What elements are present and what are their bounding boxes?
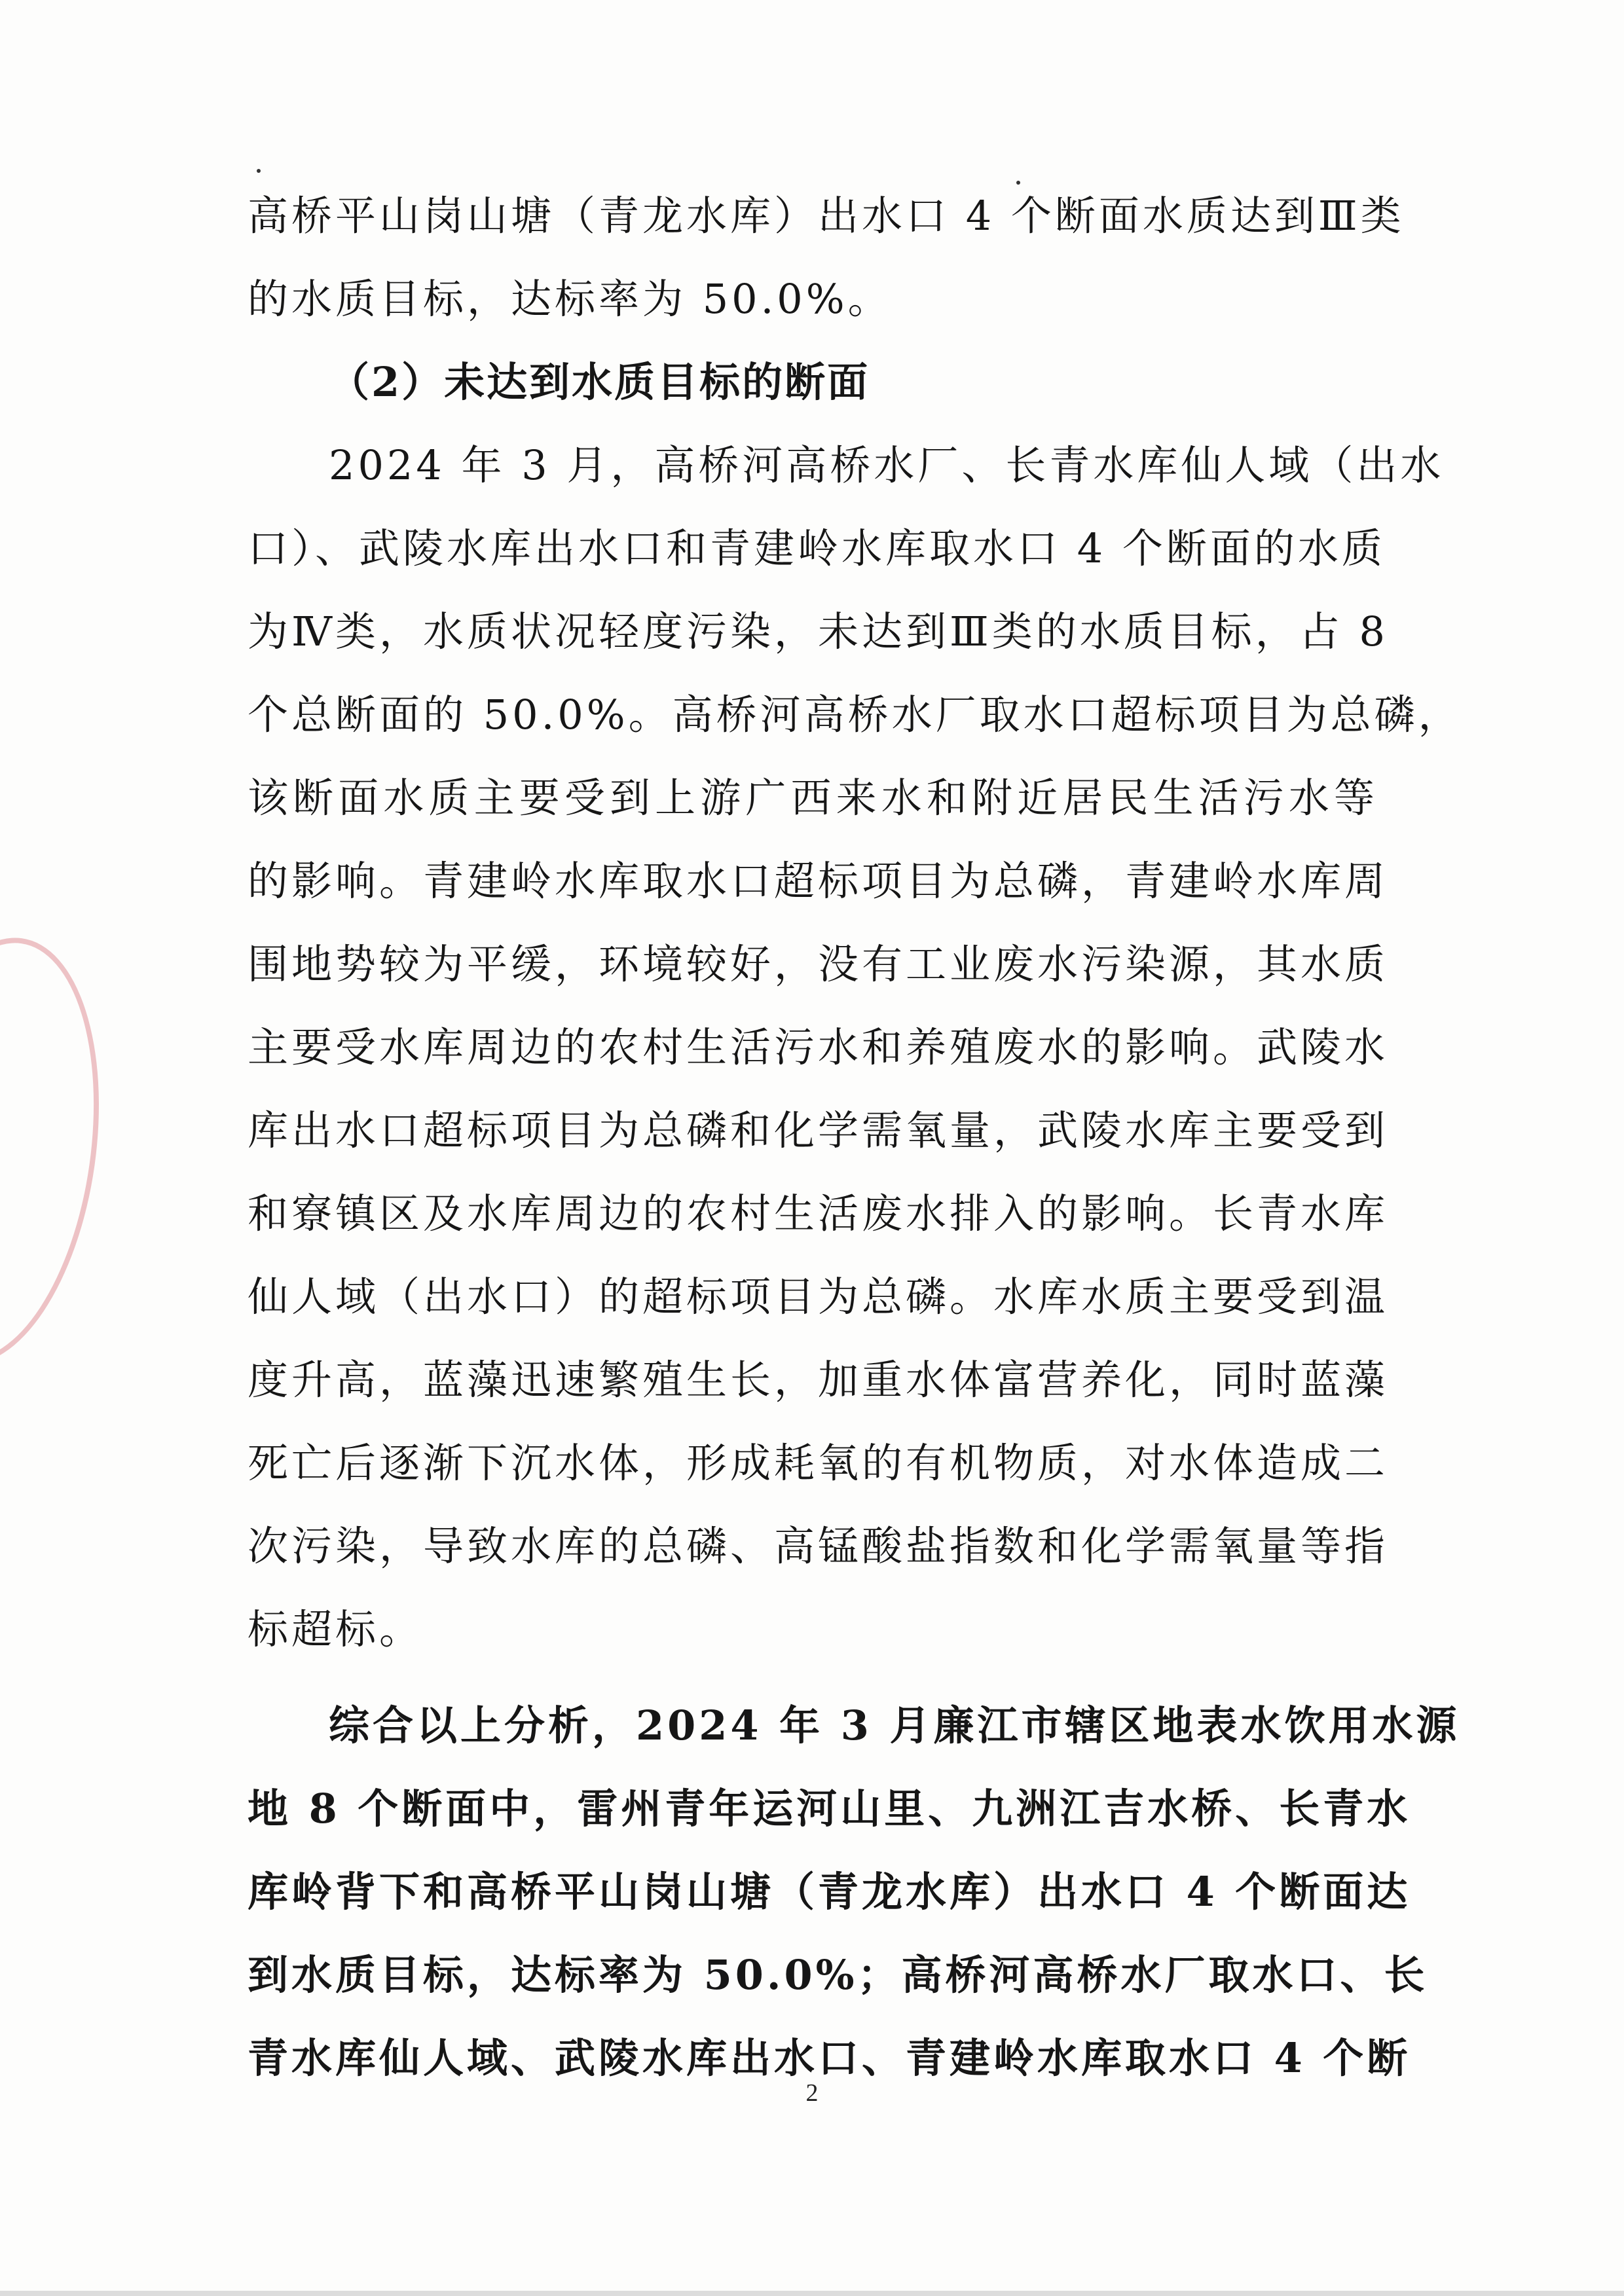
summary-line: 库岭背下和高桥平山岗山塘（青龙水库）出水口 4 个断面达	[248, 1868, 1411, 1916]
summary-line: 综合以上分析，2024 年 3 月廉江市辖区地表水饮用水源	[329, 1702, 1460, 1749]
paragraph-line: 该断面水质主要受到上游广西来水和附近居民生活污水等	[248, 774, 1378, 822]
paragraph-line: 口）、武陵水库出水口和青建岭水库取水口 4 个断面的水质	[248, 524, 1386, 572]
scan-bottom-edge	[0, 2291, 1624, 2296]
paragraph-line: 库出水口超标项目为总磷和化学需氧量，武陵水库主要受到	[248, 1106, 1389, 1154]
summary-line: 地 8 个断面中，雷州青年运河山里、九洲江吉水桥、长青水	[248, 1785, 1411, 1832]
summary-line: 到水质目标，达标率为 50.0%；高桥河高桥水厂取水口、长	[248, 1951, 1428, 1999]
paragraph-line: 围地势较为平缓，环境较好，没有工业废水污染源，其水质	[248, 940, 1389, 988]
scan-speck	[257, 169, 261, 173]
intro-line: 高桥平山岗山塘（青龙水库）出水口 4 个断面水质达到Ⅲ类	[248, 192, 1405, 240]
section-heading: （2）未达到水质目标的断面	[329, 358, 870, 406]
paragraph-line: 的影响。青建岭水库取水口超标项目为总磷，青建岭水库周	[248, 857, 1389, 905]
paragraph-line: 主要受水库周边的农村生活污水和养殖废水的影响。武陵水	[248, 1023, 1389, 1071]
paragraph-line: 死亡后逐渐下沉水体，形成耗氧的有机物质，对水体造成二	[248, 1439, 1389, 1487]
paragraph-line: 个总断面的 50.0%。高桥河高桥水厂取水口超标项目为总磷，	[248, 691, 1462, 738]
summary-line: 青水库仙人域、武陵水库出水口、青建岭水库取水口 4 个断	[248, 2034, 1411, 2082]
body-text	[248, 174, 1462, 2100]
paragraph-line: 和寮镇区及水库周边的农村生活废水排入的影响。长青水库	[248, 1190, 1389, 1237]
paragraph-line: 仙人域（出水口）的超标项目为总磷。水库水质主要受到温	[248, 1273, 1389, 1321]
page-number: 2	[805, 2079, 819, 2107]
red-seal-stamp	[0, 924, 124, 1378]
paragraph-line: 次污染，导致水库的总磷、高锰酸盐指数和化学需氧量等指	[248, 1522, 1389, 1570]
paragraph-line: 度升高，蓝藻迅速繁殖生长，加重水体富营养化，同时蓝藻	[248, 1356, 1389, 1404]
paragraph-line: 为Ⅳ类，水质状况轻度污染，未达到Ⅲ类的水质目标，占 8	[248, 608, 1388, 655]
paragraph-line: 2024 年 3 月，高桥河高桥水厂、长青水库仙人域（出水	[329, 441, 1445, 489]
intro-line: 的水质目标，达标率为 50.0%。	[248, 275, 892, 323]
paragraph-line: 标超标。	[248, 1605, 424, 1653]
